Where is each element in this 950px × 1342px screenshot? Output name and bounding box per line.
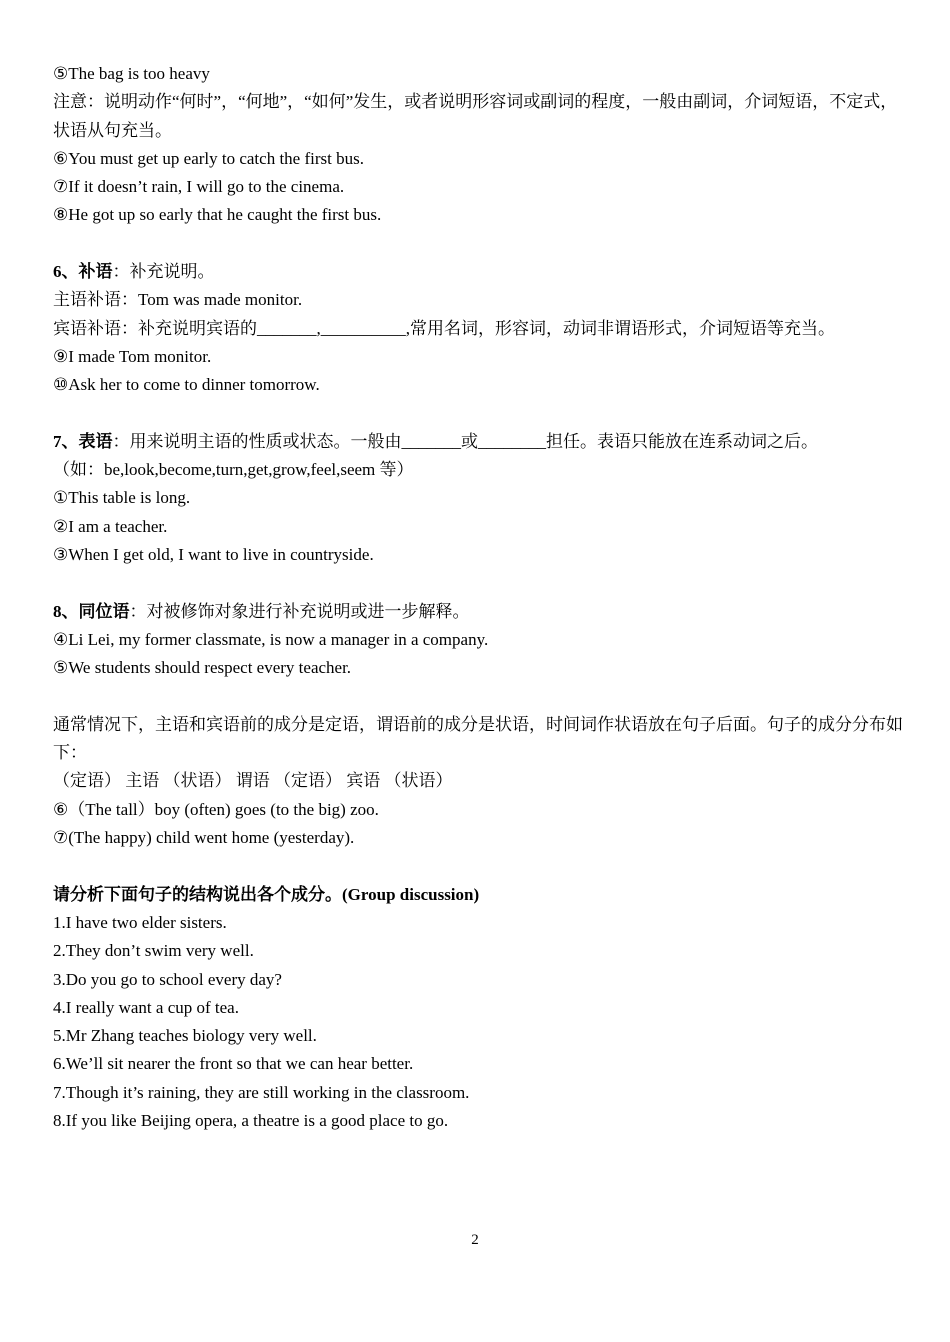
section-heading-appositive	[53, 598, 903, 626]
summary-paragraph: 通常情况下，主语和宾语前的成分是定语，谓语前的成分是状语，时间词作状语放在句子后面。句子的成分分布如下：	[53, 714, 903, 763]
example-sentence: ⑥（The tall）boy (often) goes (to the big) zoo.	[53, 799, 379, 819]
page-number: 2	[471, 1232, 479, 1248]
exercise-item: 6.We’ll sit nearer the front so that we can hear better.	[53, 1054, 414, 1074]
section-description: ：用来说明主语的性质或状态。一般由_______或________担任。表语只能放在连系动词之后。	[112, 431, 818, 451]
section-heading-complement	[53, 258, 903, 286]
exercise-item: 7.Though it’s raining, they are still working in the classroom.	[53, 1082, 470, 1102]
example-sentence: ⑦If it doesn’t rain, I will go to the cinema.	[53, 177, 345, 197]
example-sentence: ⑨I made Tom monitor.	[53, 346, 212, 366]
example-sentence: ⑤We students should respect every teacher.	[53, 658, 352, 678]
section-number: 7、表语	[53, 431, 113, 451]
exercise-title: 请分析下面句子的结构说出各个成分。(Group discussion)	[53, 884, 480, 904]
exercise-item: 1.I have two elder sisters.	[53, 912, 227, 932]
note-paragraph: 注意：说明动作“何时”，“何地”，“如何”发生，或者说明形容词或副词的程度，一般由副词，介词短语，不定式，状语从句充当。	[53, 92, 898, 140]
object-complement-line: 宾语补语：补充说明宾语的_______,__________,常用名词，形容词，动词非谓语形式，介词短语等充当。	[53, 318, 835, 338]
example-sentence: ①This table is long.	[53, 488, 191, 508]
section-description: ：补充说明。	[112, 262, 215, 282]
example-sentence: ⑦(The happy) child went home (yesterday).	[53, 828, 355, 848]
exercise-item: 5.Mr Zhang teaches biology very well.	[53, 1026, 317, 1046]
exercise-item: 8.If you like Beijing opera, a theatre is a good place to go.	[53, 1110, 449, 1130]
example-sentence: ⑤The bag is too heavy	[53, 64, 210, 83]
spacer	[53, 569, 903, 597]
spacer	[53, 683, 903, 711]
spacer	[53, 400, 903, 428]
example-sentence: ⑩Ask her to come to dinner tomorrow.	[53, 375, 320, 395]
exercise-item: 3.Do you go to school every day?	[53, 969, 282, 989]
section-heading-predicative	[53, 428, 903, 456]
section-number: 8、同位语	[53, 601, 130, 621]
section-description: ：对被修饰对象进行补充说明或进一步解释。	[129, 601, 470, 621]
sentence-pattern: （定语） 主语 （状语） 谓语 （定语） 宾语 （状语）	[53, 771, 453, 791]
spacer	[53, 852, 903, 880]
exercise-item: 2.They don’t swim very well.	[53, 941, 254, 961]
spacer	[53, 230, 903, 258]
example-sentence: ⑥You must get up early to catch the first bus.	[53, 148, 364, 168]
section-number: 6、补语	[53, 262, 113, 282]
exercise-item: 4.I really want a cup of tea.	[53, 997, 239, 1017]
example-sentence: ②I am a teacher.	[53, 516, 168, 536]
subject-complement-line: 主语补语：Tom was made monitor.	[53, 290, 303, 310]
example-sentence: ④Li Lei, my former classmate, is now a manager in a company.	[53, 629, 489, 649]
example-sentence: ⑧He got up so early that he caught the first bus.	[53, 205, 382, 225]
linking-verbs-list: （如：be,look,become,turn,get,grow,feel,seem 等）	[53, 460, 414, 480]
example-sentence: ③When I get old, I want to live in countryside.	[53, 545, 374, 565]
document-page	[53, 60, 903, 1135]
